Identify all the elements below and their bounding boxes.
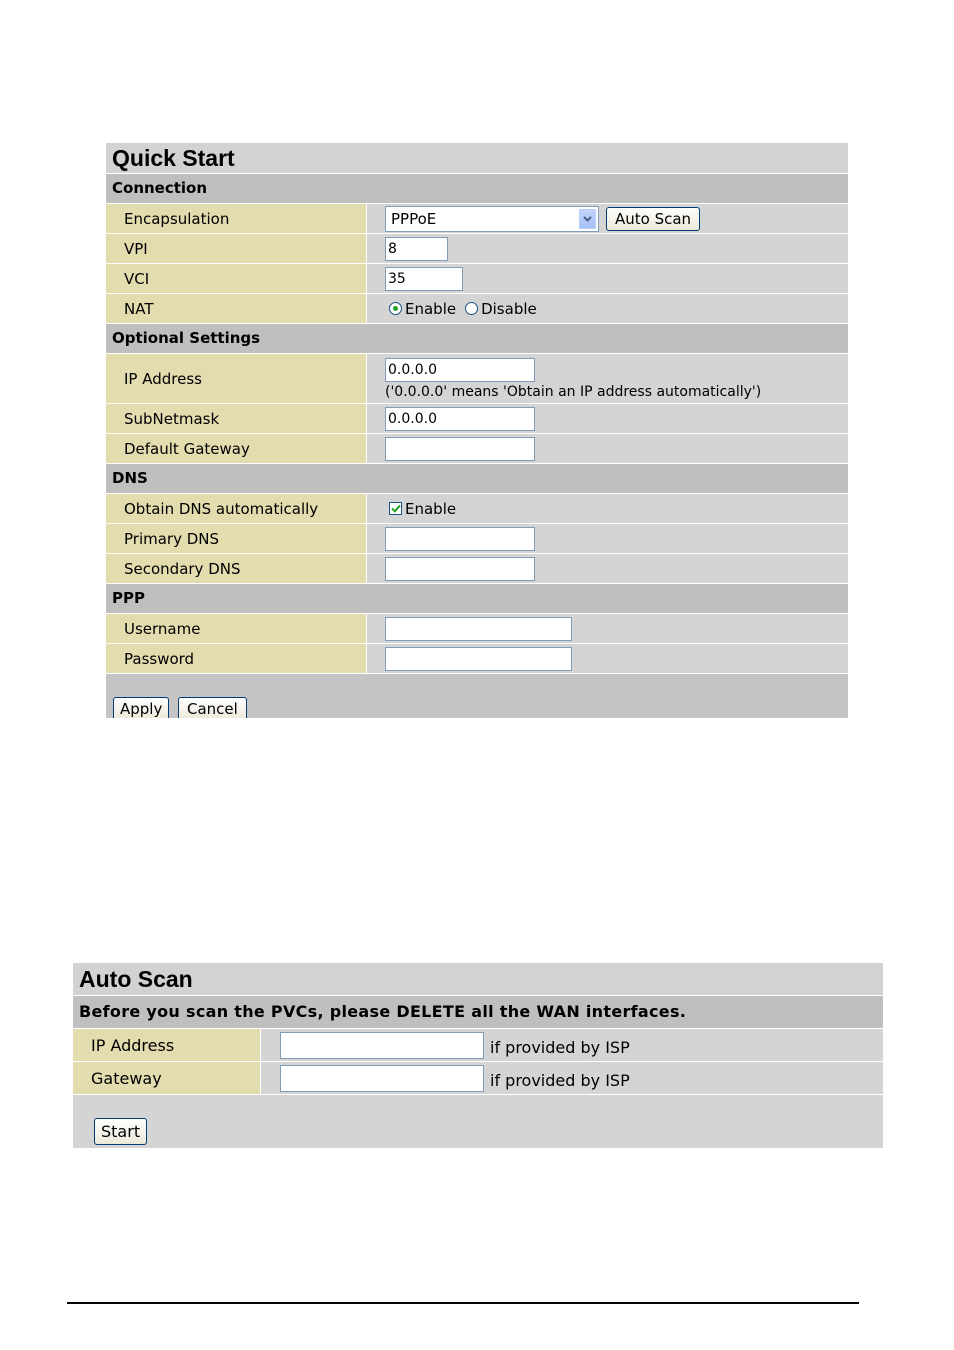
section-dns: DNS bbox=[106, 464, 848, 494]
chevron-down-icon[interactable] bbox=[579, 209, 596, 229]
nat-disable-radio[interactable] bbox=[465, 302, 478, 315]
password-row bbox=[106, 644, 848, 674]
obtain-dns-enable-label: Enable bbox=[405, 499, 457, 518]
section-connection: Connection bbox=[106, 174, 848, 204]
primary-dns-row bbox=[106, 524, 848, 554]
auto-scan-ip-input[interactable] bbox=[280, 1032, 484, 1059]
auto-scan-ip-label: IP Address bbox=[73, 1029, 261, 1061]
vpi-row bbox=[106, 234, 848, 264]
checkmark-icon bbox=[391, 504, 401, 513]
auto-scan-ip-row bbox=[73, 1029, 883, 1062]
auto-scan-gateway-input[interactable] bbox=[280, 1065, 484, 1092]
nat-row bbox=[106, 294, 848, 324]
username-row bbox=[106, 614, 848, 644]
nat-disable-label: Disable bbox=[481, 299, 537, 318]
obtain-dns-checkbox[interactable] bbox=[389, 502, 402, 515]
default-gateway-input[interactable] bbox=[385, 437, 535, 461]
subnetmask-row bbox=[106, 404, 848, 434]
auto-scan-panel bbox=[73, 963, 883, 1148]
auto-scan-footer bbox=[73, 1095, 883, 1148]
section-optional-settings: Optional Settings bbox=[106, 324, 848, 354]
section-ppp: PPP bbox=[106, 584, 848, 614]
secondary-dns-label: Secondary DNS bbox=[106, 554, 367, 583]
username-input[interactable] bbox=[385, 617, 572, 641]
secondary-dns-row bbox=[106, 554, 848, 584]
ip-address-input[interactable]: 0.0.0.0 bbox=[385, 358, 535, 382]
auto-scan-title: Auto Scan bbox=[73, 963, 883, 996]
auto-scan-notice: Before you scan the PVCs, please DELETE all the WAN interfaces. bbox=[73, 996, 883, 1029]
default-gateway-row bbox=[106, 434, 848, 464]
ip-address-hint: ('0.0.0.0' means 'Obtain an IP address automatically') bbox=[385, 383, 762, 400]
nat-enable-label: Enable bbox=[405, 299, 457, 318]
auto-scan-gateway-suffix: if provided by ISP bbox=[490, 1070, 630, 1090]
encapsulation-select[interactable] bbox=[385, 206, 599, 232]
auto-scan-gateway-label: Gateway bbox=[73, 1062, 261, 1094]
encapsulation-row bbox=[106, 204, 848, 234]
vci-row bbox=[106, 264, 848, 294]
cancel-button[interactable]: Cancel bbox=[178, 697, 247, 718]
start-button[interactable]: Start bbox=[94, 1118, 147, 1145]
password-label: Password bbox=[106, 644, 367, 673]
ip-address-label: IP Address bbox=[106, 354, 367, 403]
primary-dns-input[interactable] bbox=[385, 527, 535, 551]
nat-label: NAT bbox=[106, 294, 367, 323]
apply-button[interactable]: Apply bbox=[113, 697, 169, 718]
nat-enable-radio[interactable] bbox=[389, 302, 402, 315]
password-input[interactable] bbox=[385, 647, 572, 671]
quick-start-title: Quick Start bbox=[106, 143, 848, 174]
vpi-input[interactable]: 8 bbox=[385, 237, 448, 261]
vci-input[interactable]: 35 bbox=[385, 267, 463, 291]
encapsulation-label: Encapsulation bbox=[106, 204, 367, 233]
obtain-dns-row bbox=[106, 494, 848, 524]
subnetmask-label: SubNetmask bbox=[106, 404, 367, 433]
quick-start-panel bbox=[106, 143, 848, 718]
encapsulation-selected-value: PPPoE bbox=[391, 209, 437, 228]
username-label: Username bbox=[106, 614, 367, 643]
primary-dns-label: Primary DNS bbox=[106, 524, 367, 553]
obtain-dns-label: Obtain DNS automatically bbox=[106, 494, 367, 523]
auto-scan-button[interactable]: Auto Scan bbox=[606, 207, 700, 231]
auto-scan-gateway-row bbox=[73, 1062, 883, 1095]
quick-start-footer bbox=[106, 674, 848, 718]
subnetmask-input[interactable]: 0.0.0.0 bbox=[385, 407, 535, 431]
vpi-label: VPI bbox=[106, 234, 367, 263]
auto-scan-ip-suffix: if provided by ISP bbox=[490, 1037, 630, 1057]
ip-address-row bbox=[106, 354, 848, 404]
secondary-dns-input[interactable] bbox=[385, 557, 535, 581]
page-footer-divider bbox=[67, 1302, 859, 1304]
default-gateway-label: Default Gateway bbox=[106, 434, 367, 463]
vci-label: VCI bbox=[106, 264, 367, 293]
